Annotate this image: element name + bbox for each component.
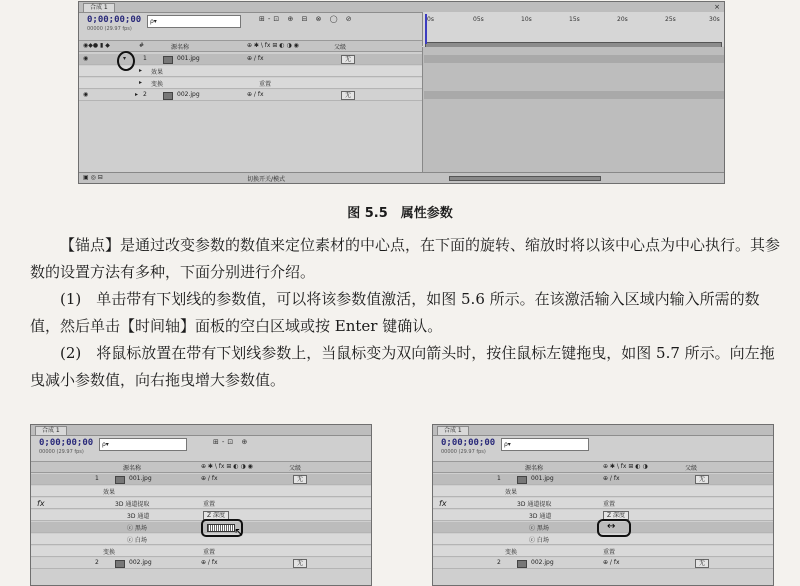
timecode-display[interactable]: 0;00;00;00	[39, 438, 94, 448]
fps-label: 00000 (29.97 fps)	[39, 449, 84, 455]
effects-group-row[interactable]	[433, 486, 773, 497]
mouse-cursor-icon: ↖	[234, 525, 245, 539]
layer-switches[interactable]: ⊕ / fx	[201, 475, 218, 482]
layer-number: 1	[143, 55, 147, 62]
source-name-header[interactable]: 源名称	[123, 465, 142, 472]
property-label: 3D 通道	[127, 513, 150, 520]
property-label: ⓒ 黑场	[529, 525, 549, 532]
current-time-indicator[interactable]	[425, 14, 427, 44]
fx-icon: fx	[439, 499, 447, 508]
search-input[interactable]: ρ▾	[99, 438, 187, 451]
layer-switches[interactable]: ⊕ / fx	[603, 475, 620, 482]
source-name-header[interactable]: 源名称	[171, 44, 190, 51]
visibility-icon[interactable]: ◉	[83, 55, 89, 62]
fx-icon: fx	[37, 499, 45, 508]
effects-label: 效果	[151, 69, 164, 76]
paragraph-method-2: (2) 将鼠标放置在带有下划线参数上，当鼠标变为双向箭头时，按住鼠标左键拖曳，如图 5.7 所示。向左拖曳减小参数值，向右拖曳增大参数值。	[30, 344, 775, 389]
reset-link[interactable]: 重置	[259, 81, 272, 88]
transform-group-row[interactable]	[31, 546, 371, 557]
layer-number: 2	[497, 559, 501, 566]
layer-switches[interactable]: ⊕ / fx	[201, 559, 218, 566]
search-input[interactable]: ρ▾	[147, 15, 241, 28]
fps-label: 00000 (29.97 fps)	[87, 26, 132, 32]
timeline-panel-fig57	[432, 424, 774, 586]
layer-column-header	[79, 40, 422, 52]
ruler-tick: 0s	[427, 16, 434, 23]
layer-number: 2	[95, 559, 99, 566]
layer-name[interactable]: 002.jpg	[129, 559, 152, 566]
channel-dropdown[interactable]: Z 深度	[203, 511, 229, 520]
layer-name[interactable]: 002.jpg	[177, 91, 200, 98]
effects-label: 效果	[103, 489, 116, 496]
toolbar-icons[interactable]: ⊞-⊡ ⊕ ⊟ ⊗ ◯ ⊘	[259, 15, 355, 23]
transform-group-row[interactable]	[433, 546, 773, 557]
number-header: #	[139, 42, 145, 49]
source-name-header[interactable]: 源名称	[525, 465, 544, 472]
reset-link[interactable]: 重置	[603, 549, 616, 556]
timeline-track-area[interactable]	[422, 47, 724, 173]
switches-header: ⊕ ✱ \ fx ⊞ ◐ ◑ ◉	[201, 463, 253, 470]
drag-cursor-icon: ↔	[607, 521, 616, 532]
composition-tab[interactable]: 合成 1	[35, 426, 67, 435]
layer-name[interactable]: 002.jpg	[531, 559, 554, 566]
layer-row[interactable]	[433, 474, 773, 485]
layer-number: 1	[497, 475, 501, 482]
parent-dropdown[interactable]: 无	[293, 475, 307, 484]
toolbar-icons[interactable]: ⊞-⊡ ⊕	[213, 438, 251, 446]
channel-dropdown[interactable]: Z 深度	[603, 511, 629, 520]
expand-arrow-highlight	[117, 51, 135, 71]
effects-label: 效果	[505, 489, 518, 496]
fps-label: 00000 (29.97 fps)	[441, 449, 486, 455]
layer-column-header	[31, 461, 371, 473]
switches-header: ⊕ ✱ \ fx ⊞ ◐ ◑ ◉	[247, 42, 299, 49]
layer-switches[interactable]: ⊕ / fx	[247, 55, 264, 62]
layer-row[interactable]	[433, 558, 773, 569]
paragraph-anchor-point: 【锚点】是通过改变参数的数值来定位素材的中心点，在下面的旋转、缩放时将以该中心点为中心执行。其参数的设置方法有多种，下面分别进行介绍。	[30, 236, 781, 281]
property-label: 3D 通道	[529, 513, 552, 520]
effects-group-row[interactable]	[31, 486, 371, 497]
figure-caption: 图 5.5 属性参数	[347, 206, 453, 221]
search-input[interactable]: ρ▾	[501, 438, 589, 451]
transform-label: 变换	[151, 81, 164, 88]
paragraph-method-1: (1) 单击带有下划线的参数值，可以将该参数值激活，如图 5.6 所示。在该激活输入区域内输入所需的数值，然后单击【时间轴】面板的空白区域或按 Enter 键确认。	[30, 290, 760, 335]
parent-header[interactable]: 父级	[289, 465, 302, 472]
toggle-switches-modes-button[interactable]: 切换开关/模式	[247, 176, 286, 183]
parent-dropdown[interactable]: 无	[695, 559, 709, 568]
time-ruler[interactable]	[422, 12, 724, 46]
reset-link[interactable]: 重置	[203, 549, 216, 556]
layer-number: 1	[95, 475, 99, 482]
reset-link[interactable]: 重置	[603, 501, 616, 508]
expand-arrow-icon[interactable]: ▾	[123, 55, 127, 62]
reset-link[interactable]: 重置	[203, 501, 216, 508]
parent-dropdown[interactable]: 无	[341, 55, 355, 64]
panel-icons[interactable]: ▣ ◎ ⊟	[83, 174, 103, 181]
ruler-tick: 30s	[709, 16, 720, 23]
layer-switches[interactable]: ⊕ / fx	[603, 559, 620, 566]
ruler-tick: 15s	[569, 16, 580, 23]
visibility-icon[interactable]: ◉	[83, 91, 89, 98]
property-row[interactable]	[31, 510, 371, 521]
layer-duration-bar[interactable]	[424, 55, 724, 63]
layer-duration-bar[interactable]	[424, 91, 724, 99]
transform-group-row[interactable]	[79, 78, 422, 89]
parent-header[interactable]: 父级	[334, 44, 347, 51]
layer-number: 2	[143, 91, 147, 98]
layer-row[interactable]	[31, 558, 371, 569]
composition-tab[interactable]: 合成 1	[83, 3, 115, 12]
panel-tab-bar	[433, 425, 773, 436]
panel-tab-bar	[31, 425, 371, 436]
timecode-display[interactable]: 0;00;00;00	[441, 438, 496, 448]
layer-row[interactable]	[31, 474, 371, 485]
timeline-panel-fig56	[30, 424, 372, 586]
expand-arrow-icon[interactable]: ▸	[135, 91, 139, 98]
ruler-tick: 10s	[521, 16, 532, 23]
expand-arrow-icon[interactable]: ▸	[139, 67, 143, 74]
ruler-tick: 20s	[617, 16, 628, 23]
effect-name: 3D 通道提取	[517, 501, 552, 508]
expand-arrow-icon[interactable]: ▸	[139, 79, 143, 86]
effect-row[interactable]	[433, 498, 773, 509]
layer-name[interactable]: 001.jpg	[177, 55, 200, 62]
layer-switches[interactable]: ⊕ / fx	[247, 91, 264, 98]
timeline-bottom-bar	[79, 172, 724, 183]
effect-name: 3D 通道提取	[115, 501, 150, 508]
parent-header[interactable]: 父级	[685, 465, 698, 472]
layer-column-header	[433, 461, 773, 473]
parent-dropdown[interactable]: 无	[341, 91, 355, 100]
layer-name[interactable]: 001.jpg	[129, 475, 152, 482]
ruler-tick: 05s	[473, 16, 484, 23]
zoom-slider[interactable]	[449, 176, 601, 181]
timeline-panel-fig55	[78, 1, 725, 184]
switches-header: ⊕ ✱ \ fx ⊞ ◐ ◑	[603, 463, 648, 470]
close-icon[interactable]: ×	[714, 3, 720, 11]
transform-label: 变换	[505, 549, 518, 556]
property-row-white-point[interactable]	[31, 534, 371, 545]
property-label: ⓒ 白场	[529, 537, 549, 544]
parent-dropdown[interactable]: 无	[293, 559, 307, 568]
property-label: ⓒ 白场	[127, 537, 147, 544]
effect-row[interactable]	[31, 498, 371, 509]
composition-tab[interactable]: 合成 1	[437, 426, 469, 435]
timecode-display[interactable]: 0;00;00;00	[87, 15, 142, 25]
ruler-tick: 25s	[665, 16, 676, 23]
layer-name[interactable]: 001.jpg	[531, 475, 554, 482]
av-switches-header: ◉◆● ▮ ◆	[83, 42, 110, 49]
parent-dropdown[interactable]: 无	[695, 475, 709, 484]
transform-label: 变换	[103, 549, 116, 556]
layer-row[interactable]	[79, 90, 422, 101]
property-label: ⓒ 黑场	[127, 525, 147, 532]
